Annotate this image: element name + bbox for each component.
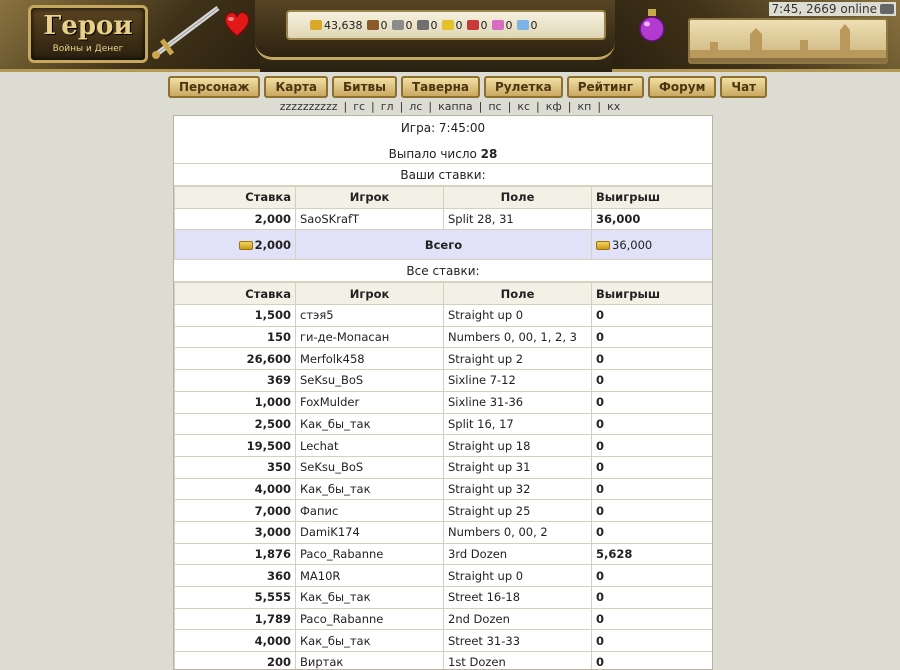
bet-cell: 150 xyxy=(175,326,296,348)
diamonds-icon xyxy=(517,20,529,30)
logo-subtitle: Войны и Денег xyxy=(52,44,124,54)
subnav-link-9[interactable]: кх xyxy=(607,100,621,113)
player-cell[interactable]: Paco_Rabanne xyxy=(296,608,444,630)
player-cell[interactable]: DamiK174 xyxy=(296,521,444,543)
mana-potion-icon[interactable] xyxy=(638,8,666,42)
total-label: Всего xyxy=(296,230,592,260)
player-cell[interactable]: ги-де-Мопасан xyxy=(296,326,444,348)
win-cell: 0 xyxy=(592,608,713,630)
win-cell: 0 xyxy=(592,521,713,543)
gems-icon xyxy=(492,20,504,30)
player-cell[interactable]: Как_бы_так xyxy=(296,413,444,435)
subnav-separator: | xyxy=(536,100,540,113)
field-cell: 3rd Dozen xyxy=(444,543,592,565)
game-info xyxy=(174,116,712,164)
table-row xyxy=(175,370,713,392)
resource-sulfur xyxy=(442,19,463,32)
column-header-win: Выигрыш xyxy=(592,187,713,209)
bet-cell: 1,500 xyxy=(175,305,296,327)
field-cell: Street 16-18 xyxy=(444,587,592,609)
player-cell[interactable]: Виртак xyxy=(296,652,444,670)
player-cell[interactable]: FoxMulder xyxy=(296,391,444,413)
player-cell[interactable]: Как_бы_так xyxy=(296,478,444,500)
nav-item-3[interactable]: Таверна xyxy=(401,76,480,98)
main-nav xyxy=(168,76,767,98)
field-cell: Straight up 2 xyxy=(444,348,592,370)
subnav-separator: | xyxy=(343,100,348,113)
bet-cell: 1,876 xyxy=(175,543,296,565)
field-cell: Straight up 18 xyxy=(444,435,592,457)
win-cell: 0 xyxy=(592,326,713,348)
resource-value: 43,638 xyxy=(324,18,363,32)
field-cell: Straight up 0 xyxy=(444,305,592,327)
game-time: Игра: 7:45:00 xyxy=(400,121,486,135)
crystals-icon xyxy=(467,20,479,30)
nav-item-5[interactable]: Рейтинг xyxy=(567,76,644,98)
win-cell: 0 xyxy=(592,348,713,370)
player-cell[interactable]: SeKsu_BoS xyxy=(296,456,444,478)
subnav-link-3[interactable]: лс xyxy=(409,100,423,113)
bet-cell: 350 xyxy=(175,456,296,478)
field-cell: Straight up 31 xyxy=(444,456,592,478)
mercury-icon xyxy=(417,20,429,30)
table-row xyxy=(175,587,713,609)
subnav-link-8[interactable]: кп xyxy=(577,100,592,113)
nav-item-4[interactable]: Рулетка xyxy=(484,76,563,98)
table-row xyxy=(175,543,713,565)
nav-item-0[interactable]: Персонаж xyxy=(168,76,260,98)
gold-icon xyxy=(596,241,610,250)
subnav-separator: | xyxy=(478,100,483,113)
your-bets-table xyxy=(174,186,713,260)
result-line xyxy=(174,147,712,161)
field-cell: Numbers 0, 00, 2 xyxy=(444,521,592,543)
table-row xyxy=(175,305,713,327)
subnav-link-0[interactable]: zzzzzzzzzz xyxy=(279,100,338,113)
sword-icon xyxy=(148,2,228,62)
resource-value: 0 xyxy=(405,18,413,32)
table-row xyxy=(175,565,713,587)
player-cell[interactable]: Фапис xyxy=(296,500,444,522)
column-header-bet: Ставка xyxy=(175,187,296,209)
field-cell: Straight up 32 xyxy=(444,478,592,500)
player-cell[interactable]: Как_бы_так xyxy=(296,630,444,652)
win-cell: 0 xyxy=(592,435,713,457)
nav-item-7[interactable]: Чат xyxy=(720,76,767,98)
gold-icon xyxy=(310,20,322,30)
your-bets-title: Ваши ставки: xyxy=(174,164,712,186)
clock-text: 7:45, 2669 online xyxy=(771,2,877,16)
resource-value: 0 xyxy=(380,18,388,32)
bet-cell: 2,500 xyxy=(175,413,296,435)
subnav-link-7[interactable]: кф xyxy=(545,100,562,113)
bet-cell: 4,000 xyxy=(175,630,296,652)
gold-icon xyxy=(239,241,253,250)
win-cell: 0 xyxy=(592,500,713,522)
column-header-player: Игрок xyxy=(296,187,444,209)
total-bet-cell xyxy=(175,230,296,260)
win-cell: 0 xyxy=(592,630,713,652)
player-cell[interactable]: Merfolk458 xyxy=(296,348,444,370)
column-header-player: Игрок xyxy=(296,283,444,305)
bet-cell: 5,555 xyxy=(175,587,296,609)
resources-panel xyxy=(286,10,606,40)
bet-cell: 7,000 xyxy=(175,500,296,522)
all-bets-title: Все ставки: xyxy=(174,260,712,282)
all-bets-header-row xyxy=(175,283,713,305)
table-row xyxy=(175,521,713,543)
online-icon[interactable] xyxy=(880,4,894,14)
resource-value: 0 xyxy=(530,18,538,32)
resource-value: 0 xyxy=(455,18,463,32)
subnav-separator: | xyxy=(371,100,375,113)
win-cell: 0 xyxy=(592,305,713,327)
result-label: Выпало число xyxy=(388,147,477,161)
subnav-link-5[interactable]: пс xyxy=(488,100,502,113)
subnav-separator: | xyxy=(567,100,572,113)
win-cell: 0 xyxy=(592,391,713,413)
your-bets-total-row xyxy=(175,230,713,260)
win-cell: 0 xyxy=(592,565,713,587)
field-cell: Sixline 7-12 xyxy=(444,370,592,392)
nav-item-2[interactable]: Битвы xyxy=(332,76,397,98)
total-win-cell xyxy=(592,230,713,260)
subnav-link-2[interactable]: гл xyxy=(380,100,394,113)
table-row xyxy=(175,608,713,630)
field-cell: Straight up 0 xyxy=(444,565,592,587)
subnav-link-1[interactable]: гс xyxy=(353,100,366,113)
column-header-bet: Ставка xyxy=(175,283,296,305)
win-cell: 0 xyxy=(592,652,713,670)
bet-cell: 19,500 xyxy=(175,435,296,457)
table-row xyxy=(175,456,713,478)
game-header xyxy=(0,0,900,100)
win-cell: 0 xyxy=(592,370,713,392)
bet-cell: 4,000 xyxy=(175,478,296,500)
resource-diamonds xyxy=(517,19,538,32)
resource-wood xyxy=(367,19,388,32)
column-header-win: Выигрыш xyxy=(592,283,713,305)
table-row xyxy=(175,478,713,500)
table-row xyxy=(175,652,713,670)
all-bets-table xyxy=(174,282,713,670)
column-header-field: Поле xyxy=(444,187,592,209)
table-row xyxy=(175,348,713,370)
resource-gems xyxy=(492,19,513,32)
bet-cell: 1,789 xyxy=(175,608,296,630)
bet-cell: 200 xyxy=(175,652,296,670)
bet-cell: 2,000 xyxy=(175,208,296,230)
result-number: 28 xyxy=(480,147,498,161)
player-cell[interactable]: SaoSKrafT xyxy=(296,208,444,230)
nav-item-6[interactable]: Форум xyxy=(648,76,716,98)
table-row xyxy=(175,326,713,348)
player-cell[interactable]: Как_бы_так xyxy=(296,587,444,609)
field-cell: Sixline 31-36 xyxy=(444,391,592,413)
win-cell: 0 xyxy=(592,413,713,435)
ore-icon xyxy=(392,20,404,30)
total-bet: 2,000 xyxy=(254,237,291,252)
field-cell: Numbers 0, 00, 1, 2, 3 xyxy=(444,326,592,348)
player-cell[interactable]: SeKsu_BoS xyxy=(296,370,444,392)
bet-cell: 360 xyxy=(175,565,296,587)
table-row xyxy=(175,500,713,522)
table-row xyxy=(175,435,713,457)
win-cell: 36,000 xyxy=(592,208,713,230)
health-heart-icon[interactable] xyxy=(222,10,252,38)
wood-icon xyxy=(367,20,379,30)
table-row xyxy=(175,208,713,230)
field-cell: 2nd Dozen xyxy=(444,608,592,630)
player-cell[interactable]: Lechat xyxy=(296,435,444,457)
roulette-results xyxy=(173,115,713,670)
subnav-separator: | xyxy=(597,100,602,113)
bet-cell: 1,000 xyxy=(175,391,296,413)
table-row xyxy=(175,391,713,413)
subnav-link-6[interactable]: кс xyxy=(517,100,531,113)
bet-cell: 3,000 xyxy=(175,521,296,543)
player-cell[interactable]: Paco_Rabanne xyxy=(296,543,444,565)
logo-title: Герои xyxy=(43,11,133,41)
table-row xyxy=(175,630,713,652)
server-clock xyxy=(769,2,896,16)
bet-cell: 369 xyxy=(175,370,296,392)
field-cell: Split 16, 17 xyxy=(444,413,592,435)
bet-cell: 26,600 xyxy=(175,348,296,370)
field-cell: Straight up 25 xyxy=(444,500,592,522)
table-row xyxy=(175,413,713,435)
sub-nav xyxy=(0,100,900,113)
subnav-separator: | xyxy=(399,100,404,113)
resource-value: 0 xyxy=(480,18,488,32)
castle-icon xyxy=(690,20,888,64)
field-cell: Street 31-33 xyxy=(444,630,592,652)
sulfur-icon xyxy=(442,20,454,30)
subnav-separator: | xyxy=(428,100,433,113)
game-logo[interactable] xyxy=(28,5,148,63)
field-cell: 1st Dozen xyxy=(444,652,592,670)
win-cell: 0 xyxy=(592,478,713,500)
subnav-separator: | xyxy=(507,100,512,113)
resource-ore xyxy=(392,19,413,32)
win-cell: 0 xyxy=(592,587,713,609)
field-cell: Split 28, 31 xyxy=(444,208,592,230)
win-cell: 5,628 xyxy=(592,543,713,565)
resource-mercury xyxy=(417,19,438,32)
resource-value: 0 xyxy=(430,18,438,32)
resource-gold xyxy=(310,19,363,32)
your-bets-header-row xyxy=(175,187,713,209)
win-cell: 0 xyxy=(592,456,713,478)
nav-item-1[interactable]: Карта xyxy=(264,76,328,98)
player-cell[interactable]: MA10R xyxy=(296,565,444,587)
column-header-field: Поле xyxy=(444,283,592,305)
resource-crystals xyxy=(467,19,488,32)
resource-value: 0 xyxy=(505,18,513,32)
subnav-link-4[interactable]: каппа xyxy=(438,100,473,113)
total-win: 36,000 xyxy=(612,237,653,252)
player-cell[interactable]: стэя5 xyxy=(296,305,444,327)
castle-illustration xyxy=(688,18,888,64)
